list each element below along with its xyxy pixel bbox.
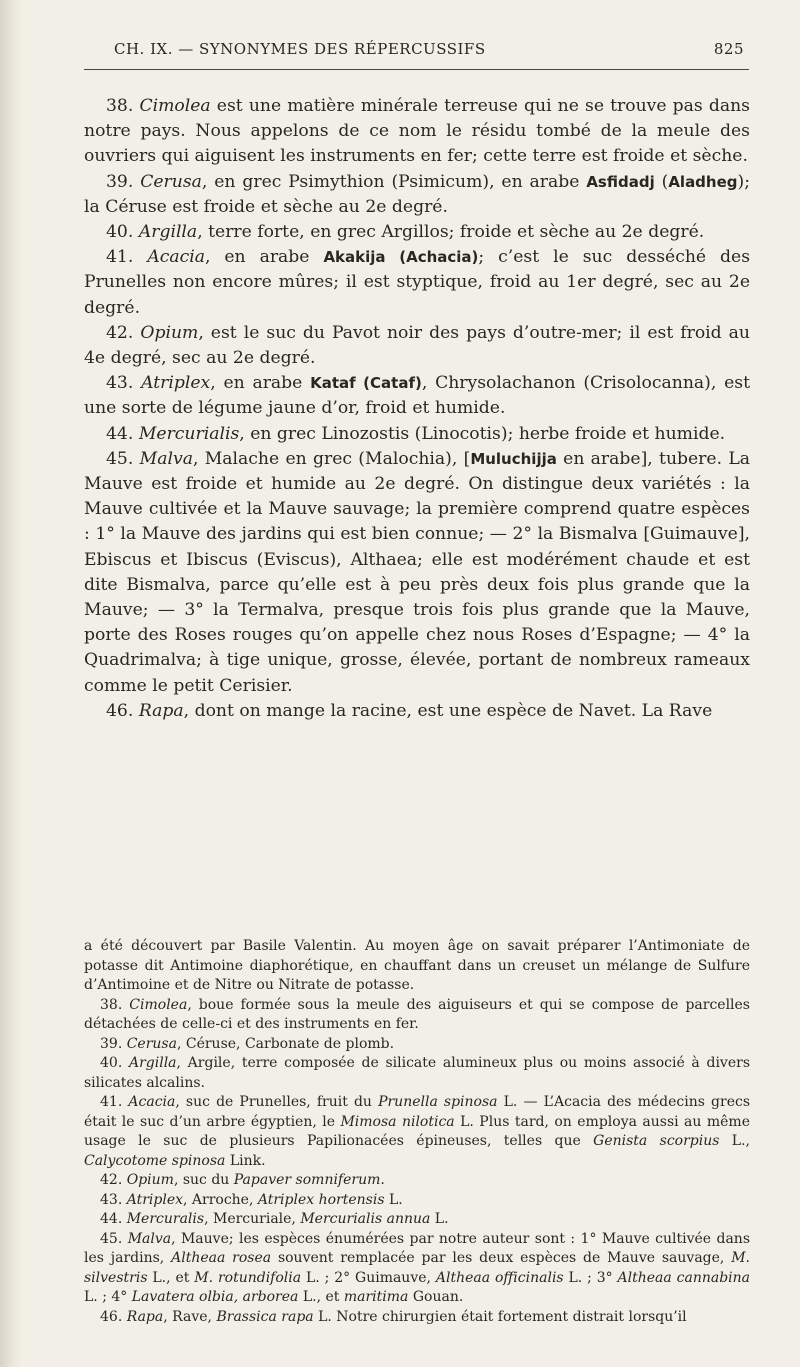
entry-45: 45. Malva, Malache en grec (Malochia), [Muluchijja en arabe], tubere. La Mauve est froide et humide au 2e degré. On distingue deux variétés : la Mauve cultivée et la Mauve sauvage; la première comprend quatre espèces : 1° la Mauve des jardins qui est bien connue; — 2° la Bismalva [Guimauve], Ebiscus et Ibiscus (Eviscus), Althaea; elle est modérément chaude et est dite Bismalva, parce qu’elle est à peu près deux fois plus grande que la Mauve; — 3° la Termalva, presque trois fois plus grande que la Mauve, porte des Roses rouges qu’on appelle chez nous Roses d’Espagne; — 4° la Quadrimalva; à tige unique, grosse, élevée, portant de nombreux rameaux comme le petit Cerisier. (84, 448, 750, 696)
entry-term: Rapa (138, 700, 184, 721)
note-45: 45. Malva, Mauve; les espèces énumérées par notre auteur sont : 1° Mauve cultivée dans les jardins, Altheaa rosea souvent remplacée par les deux espèces de Mauve sauvage, M. silvestris L., et M. rotundifolia L. ; 2° Guimauve, Altheaa officinalis L. ; 3° Altheaa cannabina L. ; 4° Lavatera olbia, arborea L., et maritima Gouan. (84, 1230, 751, 1305)
entry-44: 44. Mercurialis, en grec Linozostis (Linocotis); herbe froide et humide. (106, 423, 726, 444)
entry-term: Cimolea (139, 96, 211, 116)
arabic-name: Asfidadj (586, 172, 655, 191)
entry-term: Argilla (138, 222, 198, 243)
arabic-name: Akakija (Achacia) (323, 248, 479, 267)
arabic-name: Kataf (Cataf) (310, 374, 422, 393)
main-text (84, 94, 750, 724)
entry-term: Acacia (147, 247, 205, 268)
entry-46: 46. Rapa, dont on mange la racine, est une espèce de Navet. La Rave (106, 700, 713, 721)
note-continuation: a été découvert par Basile Valentin. Au moyen âge on savait préparer l’Antimoniate de potasse dit Antimoine diaphorétique, en chauffant dans un creuset un mélange de Sulfure d’Antimoine et de Nitre ou Nitrate de potasse. (84, 938, 750, 993)
note-43: 43. Atriplex, Arroche, Atriplex hortensis L. (100, 1191, 403, 1208)
note-42: 42. Opium, suc du Papaver somniferum. (100, 1172, 385, 1188)
note-41: 41. Acacia, suc de Prunelles, fruit du Prunella spinosa L. — L’Acacia des médecins grecs était le suc d’un arbre égyptien, le Mimosa nilotica L. Plus tard, on employa aussi au même usage le suc de plusieurs Papilionacées épineuses, telles que Genista scorpius L., Calycotome spinosa Link. (84, 1094, 751, 1169)
arabic-name: Muluchijja (470, 449, 557, 468)
note-40: 40. Argilla, Argile, terre composée de silicate alumineux plus ou moins associé à divers silicates alcalins. (84, 1055, 750, 1091)
entry-term: Cerusa (140, 171, 202, 192)
entry-41: 41. Acacia, en arabe Akakija (Achacia); c’est le suc desséché des Prunelles non encore mûres; il est styptique, froid au 1er degré, sec au 2e degré. (84, 247, 751, 318)
entry-term: Opium (140, 322, 199, 343)
note-46: 46. Rapa, Rave, Brassica rapa L. Notre chirurgien était fortement distrait lorsqu’il (100, 1308, 687, 1325)
arabic-name: Aladheg (668, 172, 738, 191)
entry-term: Mercurialis (138, 423, 240, 444)
running-header (84, 40, 744, 62)
entry-39: 39. Cerusa, en grec Psimythion (Psimicum), en arabe Asfidadj (Aladheg); la Céruse est froide et sèche au 2e degré. (84, 171, 751, 217)
chapter-title: CH. IX. — SYNONYMES DES RÉPERCUSSIFS (114, 40, 486, 58)
page-edge-shadow (0, 0, 22, 1367)
note-39: 39. Cerusa, Céruse, Carbonate de plomb. (100, 1035, 395, 1052)
header-rule (84, 69, 749, 70)
note-44: 44. Mercuralis, Mercuriale, Mercurialis annua L. (100, 1211, 449, 1227)
entry-43: 43. Atriplex, en arabe Kataf (Cataf), Chrysolachanon (Crisolocanna), est une sorte de légume jaune d’or, froid et humide. (84, 373, 750, 419)
entry-40: 40. Argilla, terre forte, en grec Argillos; froide et sèche au 2e degré. (106, 222, 705, 243)
entry-term: Malva (139, 448, 193, 469)
entry-38: 38. Cimolea est une matière minérale terreuse qui ne se trouve pas dans notre pays. Nous appelons de ce nom le résidu tombé de la meule des ouvriers qui aiguisent les instruments en fer; cette terre est froide et sèche. (84, 96, 750, 167)
footnotes (84, 937, 750, 1327)
entry-42: 42. Opium, est le suc du Pavot noir des pays d’outre-mer; il est froid au 4e degré, sec au 2e degré. (84, 322, 750, 369)
entry-term: Atriplex (141, 373, 211, 394)
page-number: 825 (713, 40, 744, 58)
note-38: 38. Cimolea, boue formée sous la meule des aiguiseurs et qui se compose de parcelles détachées de celle-ci et des instruments en fer. (84, 996, 750, 1032)
